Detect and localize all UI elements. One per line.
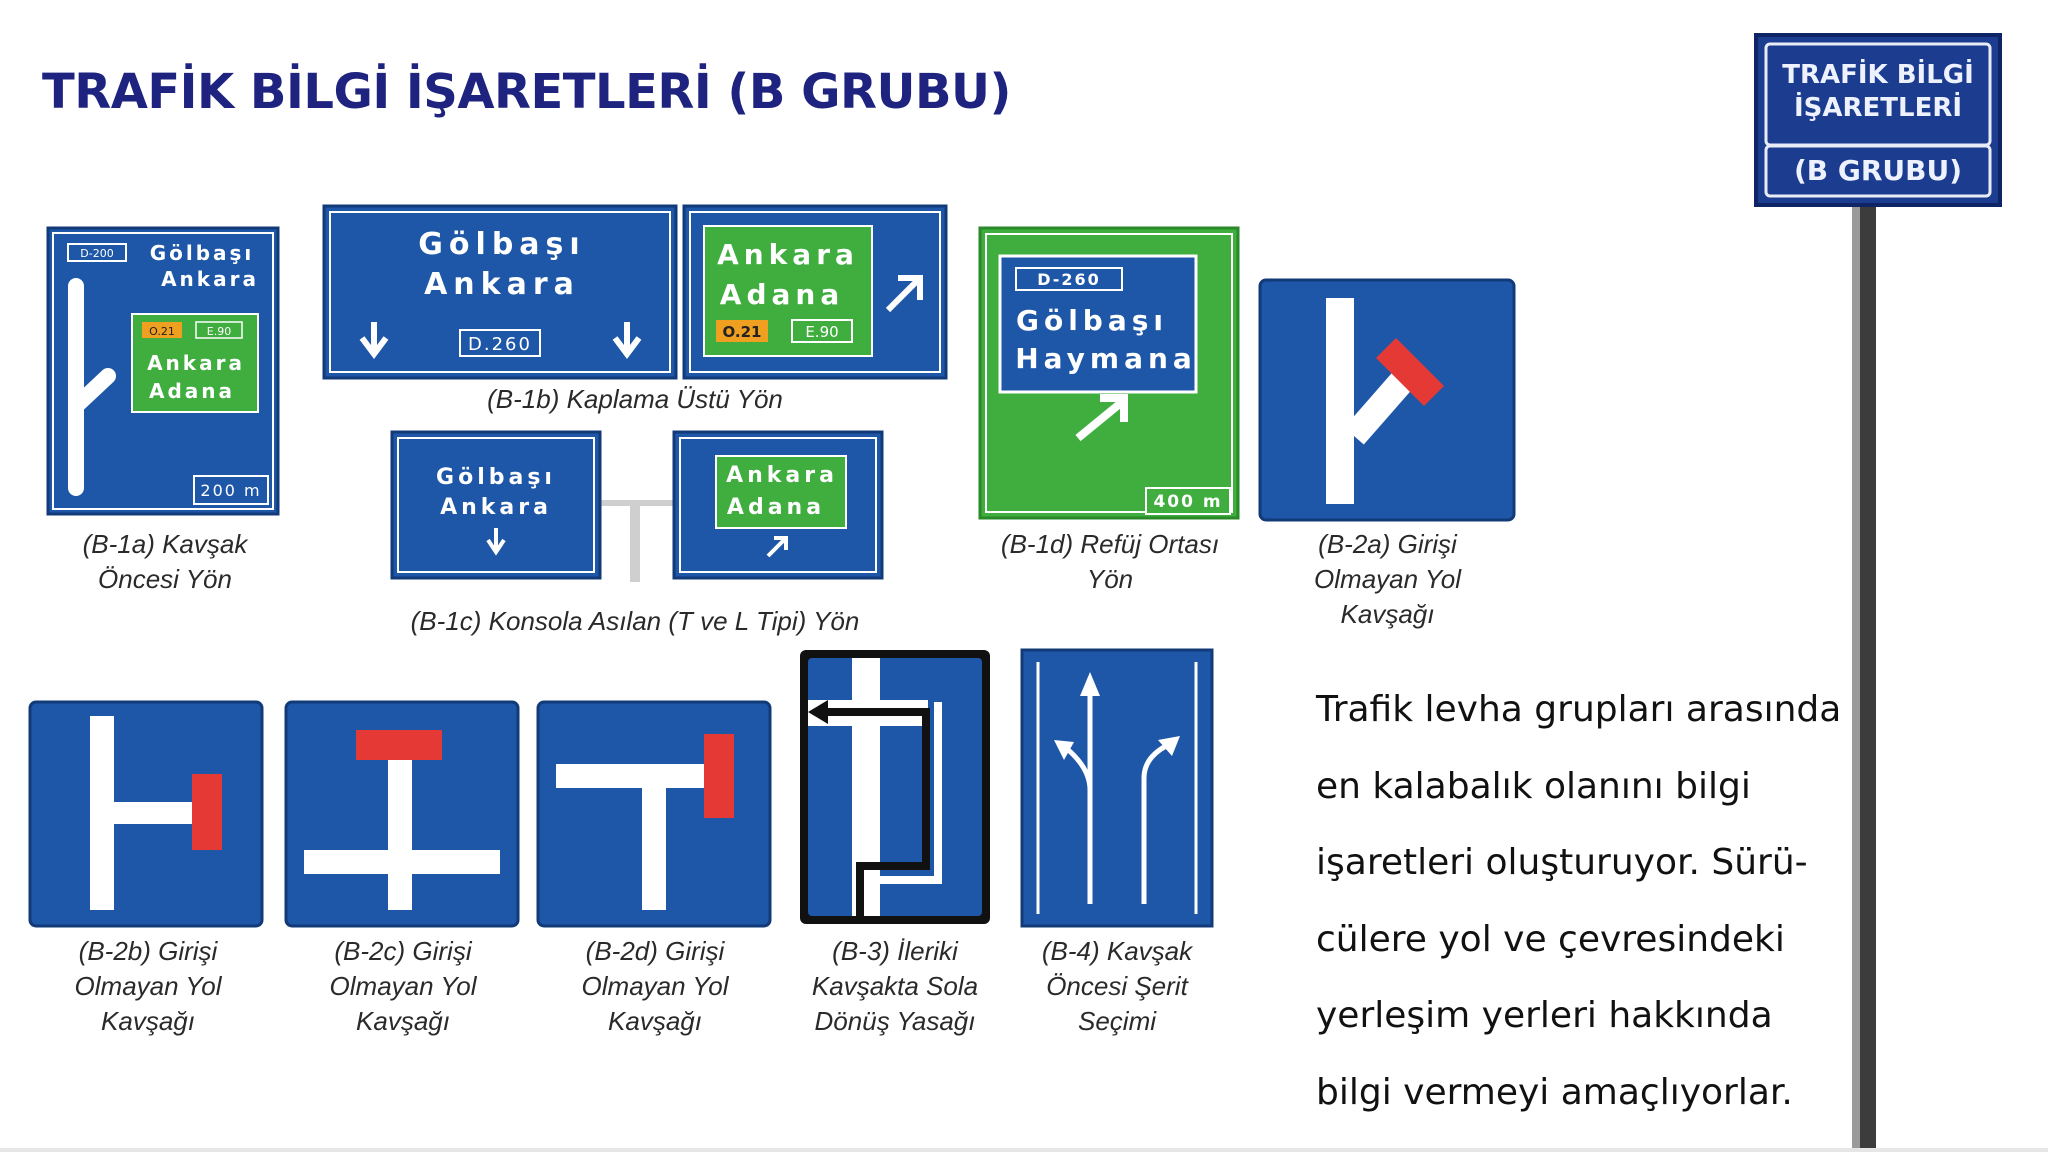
caption-b1c: (B-1c) Konsola Asılan (T ve L Tipi) Yön: [410, 606, 860, 636]
corner-sign-line1: TRAFİK BİLGİ: [1782, 60, 1974, 90]
svg-text:D-200: D-200: [80, 247, 114, 260]
svg-text:Ankara: Ankara: [147, 351, 245, 375]
svg-text:Adana: Adana: [726, 495, 826, 520]
svg-text:E.90: E.90: [206, 325, 232, 338]
sign-b2b: [28, 700, 264, 928]
slide-title: TRAFİK BİLGİ İŞARETLERİ (B GRUBU): [42, 64, 1011, 120]
caption-b2b: (B-2b) Girişi Olmayan Yol Kavşağı: [74, 936, 222, 1036]
svg-text:Gölbaşı: Gölbaşı: [149, 241, 255, 265]
caption-b2c: (B-2c) Girişi Olmayan Yol Kavşağı: [329, 936, 477, 1036]
sign-b1d: [978, 226, 1240, 520]
caption-b1d: (B-1d) Refüj Ortası Yön: [1000, 529, 1220, 594]
svg-text:D-260: D-260: [1037, 270, 1101, 289]
svg-text:Gölbaşı: Gölbaşı: [418, 227, 586, 262]
svg-text:Gölbaşı: Gölbaşı: [1015, 304, 1169, 337]
caption-b2d: (B-2d) Girişi Olmayan Yol Kavşağı: [581, 936, 729, 1036]
svg-text:O.21: O.21: [149, 325, 175, 338]
caption-b3: (B-3) İleriki Kavşakta Sola Dönüş Yasağı: [811, 936, 979, 1036]
svg-text:Adana: Adana: [719, 278, 845, 311]
svg-text:Ankara: Ankara: [161, 267, 259, 291]
caption-b1b: (B-1b) Kaplama Üstü Yön: [487, 384, 783, 414]
sign-b1b-left: [322, 204, 678, 380]
sign-b3: [798, 648, 992, 926]
sign-b2d: [536, 700, 772, 928]
svg-text:D.260: D.260: [468, 334, 532, 355]
corner-sign-line2: İŞARETLERİ: [1793, 93, 1963, 123]
svg-text:Haymana: Haymana: [1015, 342, 1197, 375]
sign-b1a: [46, 226, 280, 516]
svg-text:Ankara: Ankara: [440, 495, 552, 520]
svg-text:400 m: 400 m: [1153, 492, 1223, 512]
caption-b4: (B-4) Kavşak Öncesi Şerit Seçimi: [1041, 936, 1193, 1036]
caption-b2a: (B-2a) Girişi Olmayan Yol Kavşağı: [1314, 529, 1461, 629]
svg-text:Gölbaşı: Gölbaşı: [436, 465, 556, 490]
svg-text:E.90: E.90: [805, 323, 839, 341]
sign-b4: [1020, 648, 1214, 928]
caption-b1a: (B-1a) Kavşak Öncesi Yön: [82, 529, 248, 594]
svg-text:O.21: O.21: [722, 323, 762, 341]
corner-sign-line3: (B GRUBU): [1793, 154, 1963, 187]
description-paragraph: Trafik levha grupları arasında en kalabalık olanını bilgi işaretleri oluşturuyor. Sürü- cülere yol ve çevresindeki yerleşim yerleri hakkında bilgi vermeyi amaçlıyorlar.: [1316, 689, 1842, 1113]
svg-text:Adana: Adana: [148, 379, 236, 403]
sign-b2c: [284, 700, 520, 928]
bottom-divider: [0, 1148, 2048, 1152]
svg-text:Ankara: Ankara: [424, 267, 580, 302]
svg-text:Ankara: Ankara: [726, 463, 838, 488]
sign-b2a: [1258, 278, 1516, 522]
svg-text:Ankara: Ankara: [717, 238, 859, 271]
svg-text:200 m: 200 m: [200, 481, 262, 500]
sign-b1c: [390, 428, 884, 582]
sign-b1b-right: [682, 204, 948, 380]
